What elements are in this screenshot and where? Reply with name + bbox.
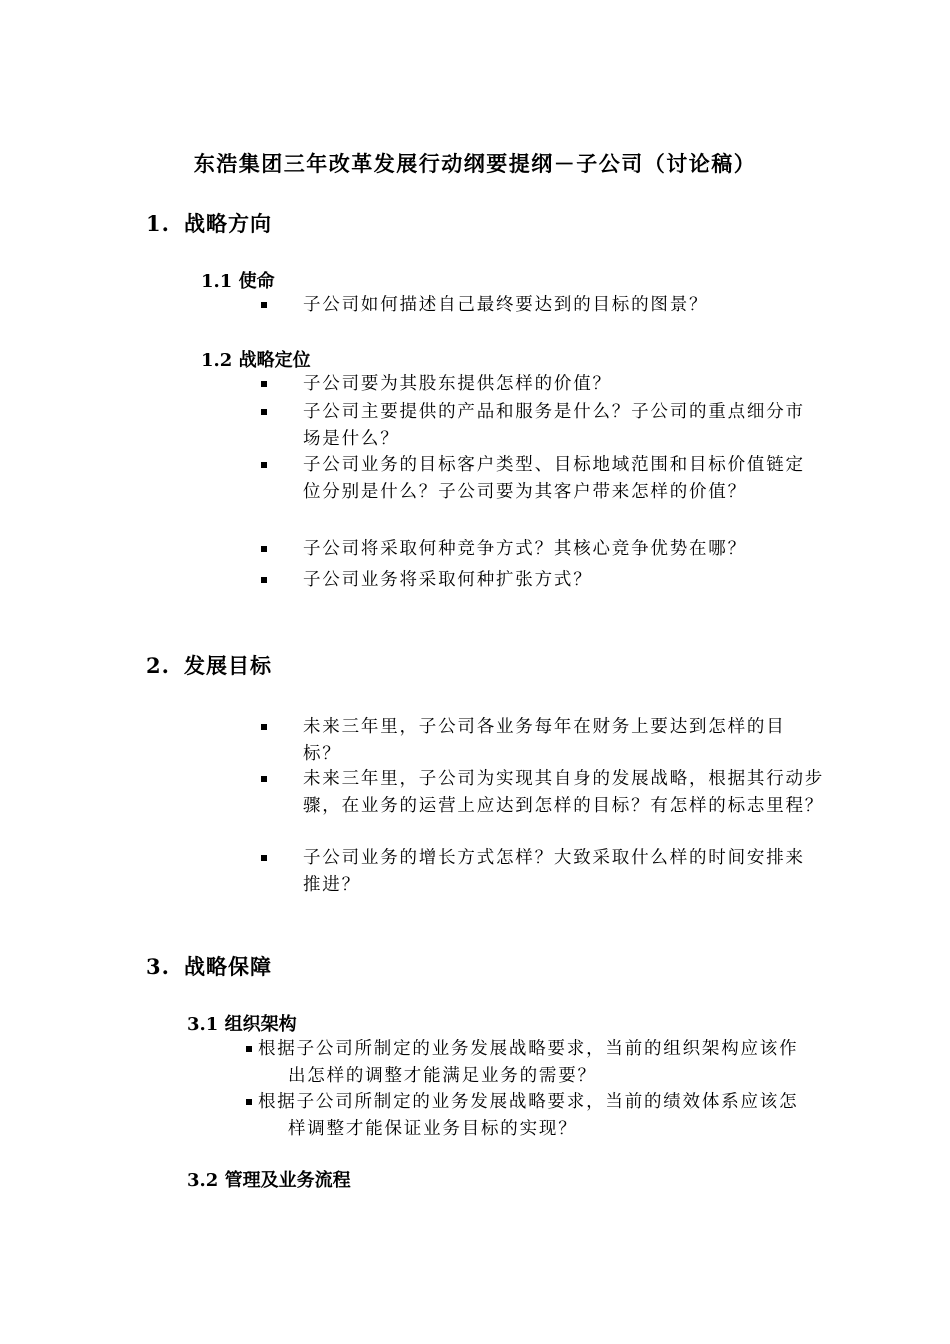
section-title: 发展目标 <box>184 653 272 678</box>
list-item: 子公司要为其股东提供怎样的价值？ <box>303 374 612 394</box>
section-title: 战略保障 <box>184 954 272 979</box>
list-item: 子公司如何描述自己最终要达到的目标的图景？ <box>303 295 709 315</box>
section-2-heading <box>146 650 272 680</box>
bullet-icon <box>261 577 267 583</box>
bullet-icon <box>246 1046 252 1052</box>
list-item: 子公司业务的目标客户类型、目标地域范围和目标价值链定位分别是什么？子公司要为其客户带来怎样的价值？ <box>303 455 805 502</box>
bullet-icon <box>261 855 267 861</box>
subsection-1-1-heading: 1.1 使命 <box>201 271 275 292</box>
bullet-icon <box>246 1099 252 1105</box>
list-item: 子公司将采取何种竞争方式？其核心竞争优势在哪？ <box>303 539 747 559</box>
section-1-heading <box>146 208 272 238</box>
bullet-icon <box>261 724 267 730</box>
list-item: 子公司主要提供的产品和服务是什么？子公司的重点细分市场是什么？ <box>303 402 805 449</box>
list-item <box>258 1089 806 1143</box>
list-item: 未来三年里，子公司为实现其自身的发展战略，根据其行动步骤，在业务的运营上应达到怎样的目标？有怎样的标志里程？ <box>303 769 825 816</box>
list-item-text: 根据子公司所制定的业务发展战略要求，当前的组织架构应该作出怎样的调整才能满足业务的需要？ <box>258 1039 799 1086</box>
bullet-icon <box>261 462 267 468</box>
list-item-text: 根据子公司所制定的业务发展战略要求，当前的绩效体系应该怎样调整才能保证业务目标的实现？ <box>258 1092 799 1139</box>
bullet-icon <box>261 776 267 782</box>
subsection-3-1-heading: 3.1 组织架构 <box>187 1014 297 1035</box>
bullet-icon <box>261 546 267 552</box>
bullet-icon <box>261 381 267 387</box>
section-number: 2. <box>146 653 170 678</box>
section-3-heading <box>146 951 272 981</box>
subsection-1-2-heading: 1.2 战略定位 <box>201 350 311 371</box>
section-title: 战略方向 <box>184 211 272 236</box>
bullet-icon <box>261 409 267 415</box>
document-title: 东浩集团三年改革发展行动纲要提纲－子公司（讨论稿） <box>193 151 757 176</box>
list-item: 子公司业务将采取何种扩张方式？ <box>303 570 593 590</box>
section-number: 1. <box>146 211 170 236</box>
list-item: 未来三年里，子公司各业务每年在财务上要达到怎样的目标？ <box>303 717 786 764</box>
list-item <box>258 1036 806 1090</box>
bullet-icon <box>261 302 267 308</box>
list-item: 子公司业务的增长方式怎样？大致采取什么样的时间安排来推进？ <box>303 848 805 895</box>
section-number: 3. <box>146 954 170 979</box>
subsection-3-2-heading: 3.2 管理及业务流程 <box>187 1170 351 1191</box>
